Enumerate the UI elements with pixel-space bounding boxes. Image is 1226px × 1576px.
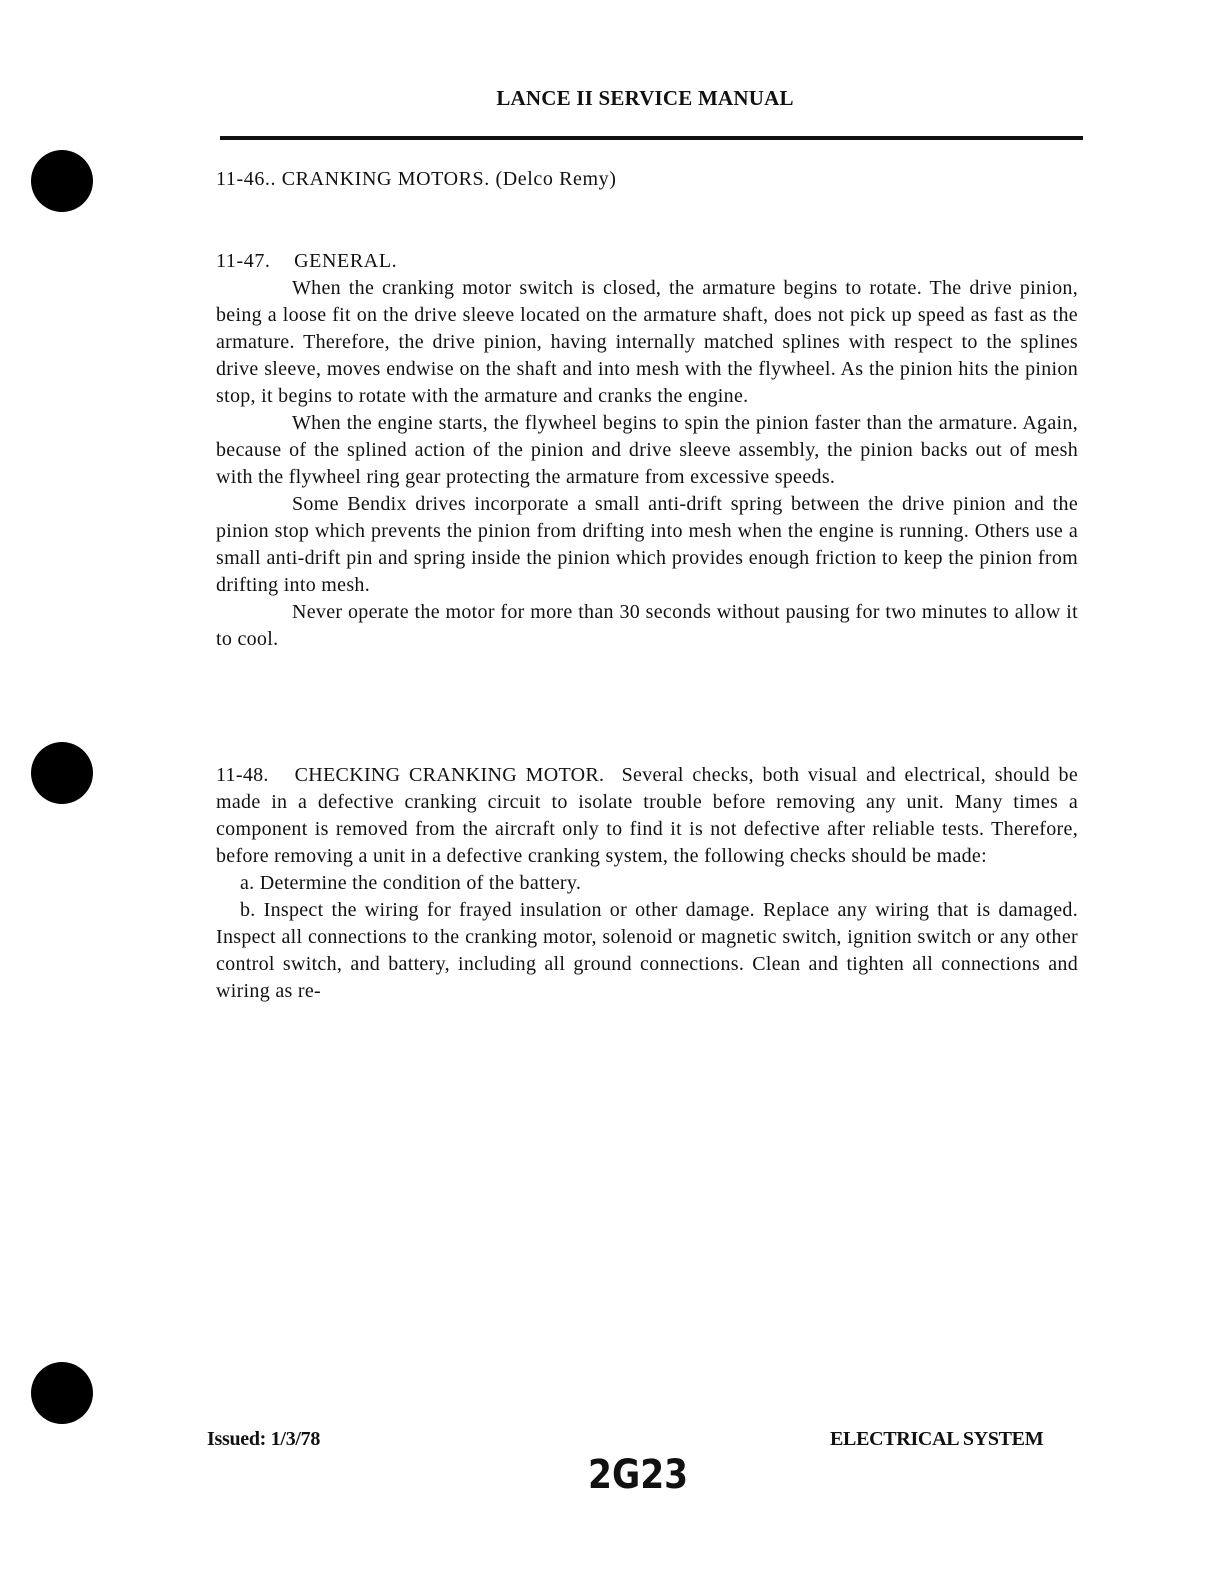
header-rule — [220, 136, 1083, 140]
fiche-number: 2G23 — [588, 1452, 689, 1498]
section-number: 11-47. — [216, 250, 271, 272]
footer-issued-date: Issued: 1/3/78 — [207, 1428, 321, 1450]
section-11-48-intro — [216, 762, 1078, 870]
section-title: CHECKING CRANKING MOTOR. — [294, 764, 605, 786]
paragraph: Never operate the motor for more than 30 seconds without pausing for two minutes to allow it to cool. — [216, 601, 1078, 650]
paragraph: When the cranking motor switch is closed, the armature begins to rotate. The drive pinion, being a loose fit on the drive sleeve located on the armature shaft, does not pick up speed as fast as the armature. Therefore, the drive pinion, having internally matched splines with respect to the splines drive sleeve, moves endwise on the shaft and into mesh with the flywheel. As the pinion hits the pinion stop, it begins to rotate with the armature and cranks the engine. — [216, 277, 1078, 407]
section-subtitle: (Delco Remy) — [495, 168, 617, 190]
section-11-48-body — [216, 762, 1078, 1005]
section-number: 11-48. — [216, 764, 269, 786]
list-item: b. Inspect the wiring for frayed insulation or other damage. Replace any wiring that is damaged. Inspect all connections to the cranking motor, solenoid or magnetic switch, ignition switch or any other control switch, and battery, including all ground connections. Clean and tighten all connections and wiring as re- — [216, 899, 1078, 1002]
section-title: GENERAL. — [294, 250, 398, 272]
binder-hole-top — [31, 150, 93, 212]
paragraph: Some Bendix drives incorporate a small anti-drift spring between the drive pinion and the pinion stop which prevents the pinion from drifting into mesh when the engine is running. Others use a small anti-drift pin and spring inside the pinion which provides enough friction to keep the pinion from drifting into mesh. — [216, 493, 1078, 596]
section-number: 11-46.. — [216, 168, 277, 190]
page-header-title: LANCE II SERVICE MANUAL — [496, 86, 794, 110]
paragraph: When the engine starts, the flywheel begins to spin the pinion faster than the armature. Again, because of the splined action of the pinion and drive sleeve assembly, the pinion backs out of mesh with the flywheel ring gear protecting the armature from excessive speeds. — [216, 412, 1078, 488]
binder-hole-middle — [31, 742, 93, 804]
footer-section-name: ELECTRICAL SYSTEM — [830, 1428, 1044, 1450]
section-11-47-body — [216, 275, 1078, 653]
intro-text: Several checks, both visual and electrical, should be made in a defective cranking circuit to isolate trouble before removing any unit. Many times a component is removed from the aircraft only to find it is not defective after reliable tests. Therefore, before removing a unit in a defective cranking system, the following checks should be made: — [216, 764, 1079, 867]
list-item: a. Determine the condition of the battery. — [240, 872, 582, 894]
binder-hole-bottom — [31, 1362, 93, 1424]
section-title: CRANKING MOTORS. — [281, 168, 490, 190]
section-11-47-heading — [216, 250, 397, 273]
section-11-46-heading — [216, 168, 617, 191]
